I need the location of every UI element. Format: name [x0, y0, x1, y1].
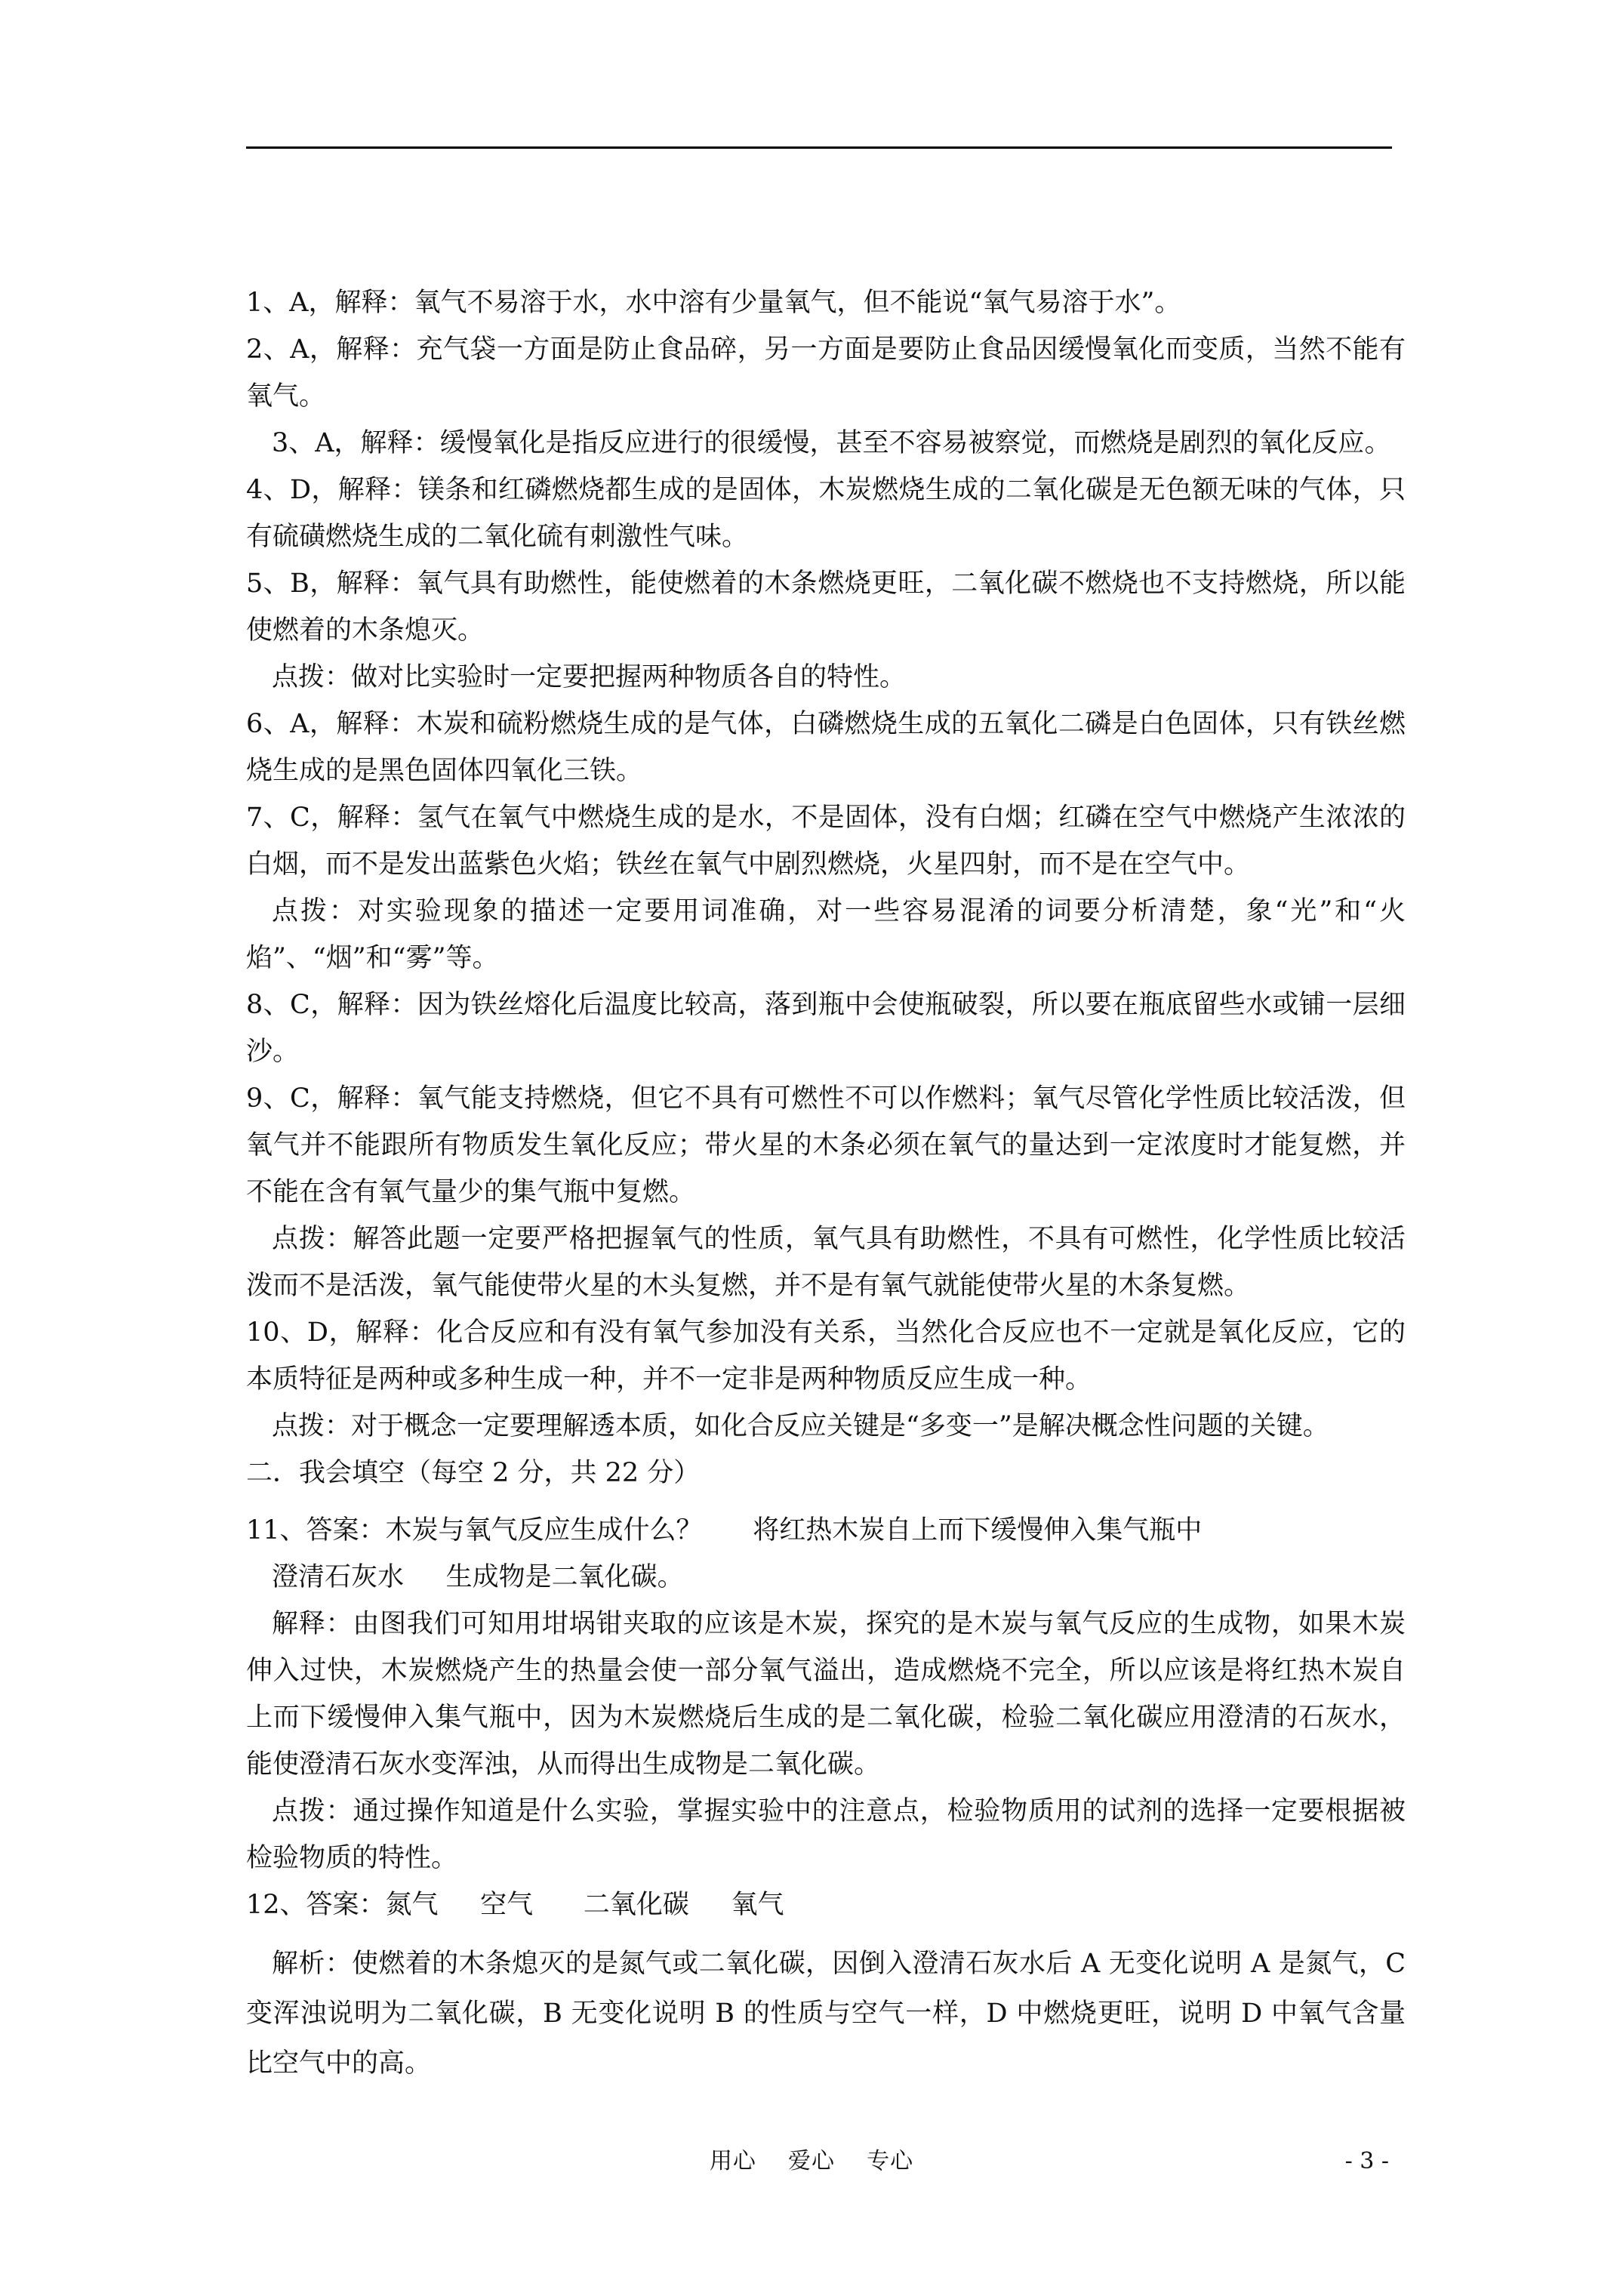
explanation-q12: 解析：使燃着的木条熄灭的是氮气或二氧化碳，因倒入澄清石灰水后 A 无变化说明 A 是氮气，C 变浑浊说明为二氧化碳，B 无变化说明 B 的性质与空气一样，D 中燃烧更旺，说明 D 中氧气含量比空气中的高。: [246, 1949, 1406, 2079]
page-number: - 3 -: [1344, 2148, 1389, 2174]
tip-q9: 点拨：解答此题一定要严格把握氧气的性质，氧气具有助燃性，不具有可燃性，化学性质比较活泼而不是活泼，氧气能使带火星的木头复燃，并不是有氧气就能使带火星的木条复燃。: [246, 1224, 1406, 1301]
answer-q10: 10、D，解释：化合反应和有没有氧气参加没有关系，当然化合反应也不一定就是氧化反应，它的本质特征是两种或多种生成一种，并不一定非是两种物质反应生成一种。: [246, 1318, 1406, 1395]
answer-q4: 4、D，解释：镁条和红磷燃烧都生成的是固体，木炭燃烧生成的二氧化碳是无色额无味的气体，只有硫磺燃烧生成的二氧化硫有刺激性气味。: [246, 475, 1406, 552]
answer-q12: 12、答案：氮气 空气 二氧化碳 氧气: [246, 1890, 784, 1920]
answer-q5: 5、B，解释：氧气具有助燃性，能使燃着的木条燃烧更旺，二氧化碳不燃烧也不支持燃烧，所以能使燃着的木条熄灭。: [246, 569, 1406, 646]
tip-q11: 点拨：通过操作知道是什么实验，掌握实验中的注意点，检验物质用的试剂的选择一定要根据被检验物质的特性。: [246, 1796, 1406, 1873]
answer-q11-line2: 澄清石灰水 生成物是二氧化碳。: [272, 1562, 684, 1592]
tip-q7: 点拨：对实验现象的描述一定要用词准确，对一些容易混淆的词要分析清楚，象“光”和“火焰”、“烟”和“雾”等。: [246, 896, 1406, 973]
answer-q8: 8、C，解释：因为铁丝熔化后温度比较高，落到瓶中会使瓶破裂，所以要在瓶底留些水或铺一层细沙。: [246, 990, 1406, 1067]
header-rule: [246, 146, 1392, 149]
answer-q6: 6、A，解释：木炭和硫粉燃烧生成的是气体，白磷燃烧生成的五氧化二磷是白色固体，只有铁丝燃烧生成的是黑色固体四氧化三铁。: [246, 709, 1406, 786]
answer-q7: 7、C，解释：氢气在氧气中燃烧生成的是水，不是固体，没有白烟；红磷在空气中燃烧产生浓浓的白烟，而不是发出蓝紫色火焰；铁丝在氧气中剧烈燃烧，火星四射，而不是在空气中。: [246, 803, 1406, 880]
page-footer: [0, 2143, 1623, 2180]
footer-motto: 用心 爱心 专心: [709, 2148, 914, 2174]
section-heading: 二．我会填空（每空 2 分，共 22 分）: [246, 1458, 701, 1488]
document-body: [246, 279, 1406, 2088]
answer-q9: 9、C，解释：氧气能支持燃烧，但它不具有可燃性不可以作燃料；氧气尽管化学性质比较活泼，但氧气并不能跟所有物质发生氧化反应；带火星的木条必须在氧气的量达到一定浓度时才能复燃，并不能在含有氧气量少的集气瓶中复燃。: [246, 1083, 1406, 1207]
tip-q10: 点拨：对于概念一定要理解透本质，如化合反应关键是“多变一”是解决概念性问题的关键。: [272, 1411, 1329, 1441]
answer-q11-line1: 11、答案：木炭与氧气反应生成什么？ 将红热木炭自上而下缓慢伸入集气瓶中: [246, 1515, 1203, 1546]
tip-q5: 点拨：做对比实验时一定要把握两种物质各自的特性。: [272, 662, 907, 692]
explanation-q11: 解释：由图我们可知用坩埚钳夹取的应该是木炭，探究的是木炭与氧气反应的生成物，如果木炭伸入过快，木炭燃烧产生的热量会使一部分氧气溢出，造成燃烧不完全，所以应该是将红热木炭自上而下缓慢伸入集气瓶中，因为木炭燃烧后生成的是二氧化碳，检验二氧化碳应用澄清的石灰水，能使澄清石灰水变浑浊，从而得出生成物是二氧化碳。: [246, 1609, 1406, 1780]
answer-q2: 2、A，解释：充气袋一方面是防止食品碎，另一方面是要防止食品因缓慢氧化而变质，当然不能有氧气。: [246, 334, 1406, 411]
answer-q1: 1、A，解释：氧气不易溶于水，水中溶有少量氧气，但不能说“氧气易溶于水”。: [246, 288, 1181, 318]
answer-q3: 3、A，解释：缓慢氧化是指反应进行的很缓慢，甚至不容易被察觉，而燃烧是剧烈的氧化反应。: [272, 428, 1391, 458]
